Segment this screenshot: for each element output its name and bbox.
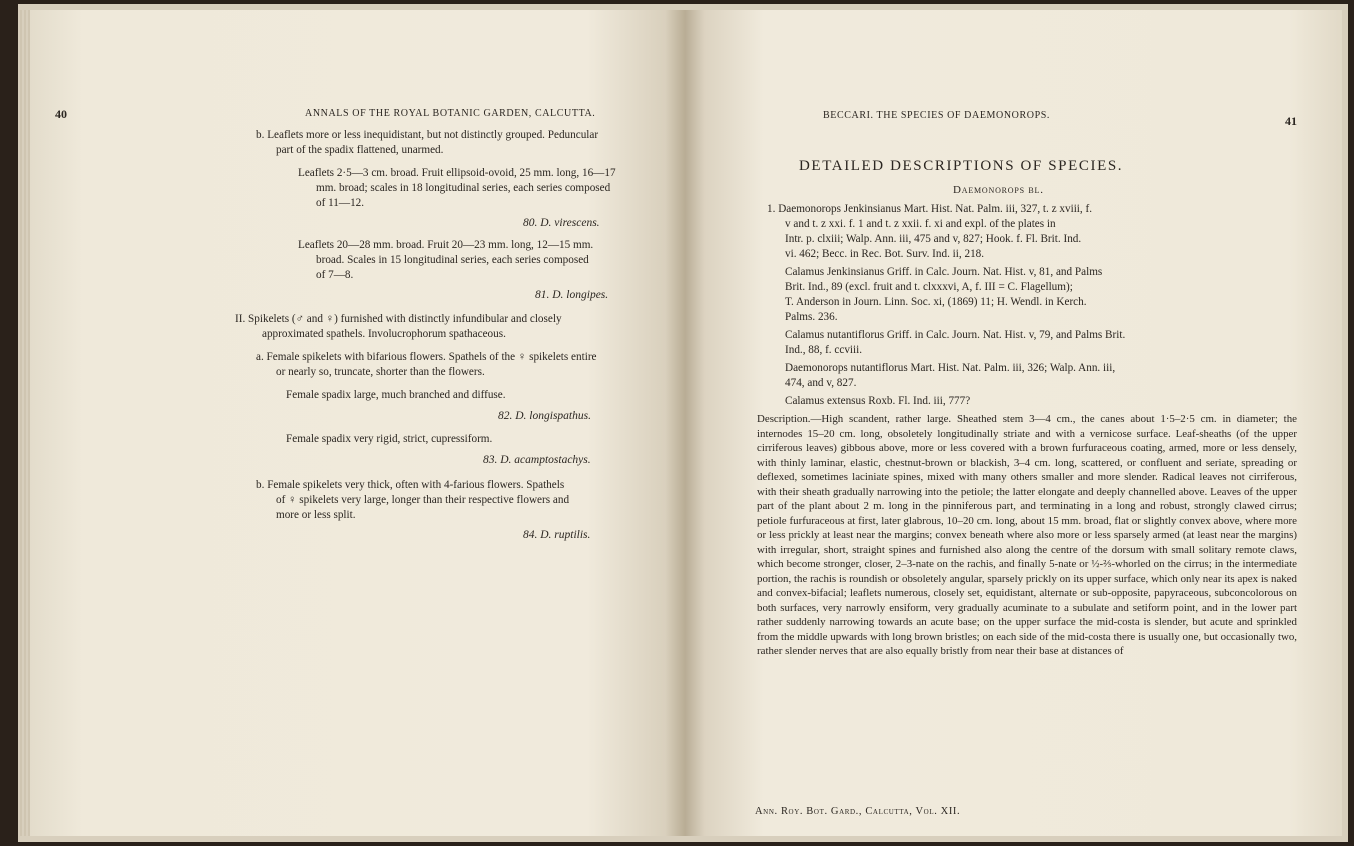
synonym-line: 474, and v, 827.: [785, 377, 857, 389]
key-line: Female spadix very rigid, strict, cupressiform.: [286, 433, 493, 445]
species-81: 81. D. longipes.: [535, 289, 609, 301]
key-line: a. Female spikelets with bifarious flowers. Spathels of the ♀ spikelets entire: [256, 351, 597, 363]
key-line: Leaflets 2·5—3 cm. broad. Fruit ellipsoid-ovoid, 25 mm. long, 16—17: [298, 167, 616, 179]
synonym-line: T. Anderson in Journ. Linn. Soc. xi, (1869) 11; H. Wendl. in Kerch.: [785, 296, 1087, 308]
section-heading: DETAILED DESCRIPTIONS OF SPECIES.: [799, 158, 1124, 174]
synonym-line: Calamus extensus Roxb. Fl. Ind. iii, 777?: [785, 395, 971, 407]
key-line: broad. Scales in 15 longitudinal series, each series composed: [316, 254, 589, 266]
species-entry-line: vi. 462; Becc. in Rec. Bot. Surv. Ind. ii, 218.: [785, 248, 985, 260]
species-84: 84. D. ruptilis.: [523, 529, 591, 541]
key-line: II. Spikelets (♂ and ♀) furnished with distinctly infundibular and closely: [235, 313, 562, 325]
key-line: Female spadix large, much branched and diffuse.: [286, 389, 506, 401]
synonym-line: Palms. 236.: [785, 311, 838, 323]
footer: Ann. Roy. Bot. Gard., Calcutta, Vol. XII.: [755, 806, 961, 817]
key-line: b. Female spikelets very thick, often with 4-farious flowers. Spathels: [256, 479, 565, 491]
running-head: BECCARI. THE SPECIES OF DAEMONOROPS.: [823, 110, 1051, 121]
species-entry-line: 1. Daemonorops Jenkinsianus Mart. Hist. Nat. Palm. iii, 327, t. z xviii, f.: [767, 203, 1093, 215]
key-line: more or less split.: [276, 509, 356, 521]
species-entry-line: Intr. p. clxiii; Walp. Ann. iii, 475 and v, 827; Hook. f. Fl. Brit. Ind.: [785, 233, 1082, 245]
synonym-line: Brit. Ind., 89 (excl. fruit and t. clxxxvi, A, f. III = C. Flagellum);: [785, 281, 1073, 293]
synonym-line: Daemonorops nutantiflorus Mart. Hist. Nat. Palm. iii, 326; Walp. Ann. iii,: [785, 362, 1116, 374]
key-line: or nearly so, truncate, shorter than the flowers.: [276, 366, 485, 378]
page-number: 40: [55, 107, 67, 121]
species-entry-line: v and t. z xxi. f. 1 and t. z xxii. f. xi and expl. of the plates in: [785, 218, 1056, 230]
key-line: approximated spathels. Involucrophorum spathaceous.: [262, 328, 506, 340]
key-line: of ♀ spikelets very large, longer than their respective flowers and: [276, 494, 570, 506]
species-80: 80. D. virescens.: [523, 217, 600, 229]
genus-subheading: Daemonorops bl.: [953, 184, 1044, 196]
key-line: of 7—8.: [316, 269, 354, 281]
book-spread: [18, 4, 1348, 842]
synonym-line: Calamus Jenkinsianus Griff. in Calc. Journ. Nat. Hist. v, 81, and Palms: [785, 266, 1103, 278]
species-82: 82. D. longispathus.: [498, 410, 591, 422]
key-line: Leaflets 20—28 mm. broad. Fruit 20—23 mm. long, 12—15 mm.: [298, 239, 594, 251]
synonym-line: Calamus nutantiflorus Griff. in Calc. Journ. Nat. Hist. v, 79, and Palms Brit.: [785, 329, 1126, 341]
key-line: part of the spadix flattened, unarmed.: [276, 144, 444, 156]
synonym-line: Ind., 88, f. ccviii.: [785, 344, 863, 356]
page-number: 41: [1285, 114, 1297, 128]
left-page: [30, 10, 685, 836]
running-head: ANNALS OF THE ROYAL BOTANIC GARDEN, CALCUTTA.: [305, 108, 596, 119]
species-description: Description.—High scandent, rather large. Sheathed stem 3—4 cm., the canes about 1·5–2·5 cm. in diameter; the internodes 15–20 cm. long, obsoletely longitudinally striate and with a vernicose surface. Leaf-sheaths (of the upper cirriferous leaves) gibbous above, more or less covered with a brown furfuraceous coating, armed, more or less densely, with thinly laminar, elastic, chestnut-brown or blackish, 3–4 cm. long, scattered, or confluent and seriate, spreading or deflexed, sometimes laciniate spines, mixed with many others smaller and more slender. Radical leaves not cirriferous, with their sheath gradually narrowing into the petiole; the latter elongate and deeply channelled above. Leaves of the upper part of the plant about 2 m. long in the pinniferous part, and terminating in a long and robust, strongly clawed cirrus; petiole furfuraceous at first, later glabrous, 10–20 cm. long, about 15 mm. broad, flat or slightly convex above, where more or less prickly at least near the margins; convex beneath where also more or less sparsely armed (at least near the margins) with irregular, short, straight spines and furnished also along the centre of the dorsum with small solitary remote claws, which become stronger, closer, 2–3-nate on the rachis, and finally 5-nate or ½-⅔-whorled on the cirrus; in the intermediate portion, the rachis is roundish or obsoletely angular, sparsely prickly on its upper surface, which only near its apex is naked and convex-bifacial; leaflets numerous, closely set, equidistant, alternate or sub-opposite, papyraceous, subconcolorous on both surfaces, very narrowly ensiform, very gradually acuminate to a subulate and setiform point, and in the lower part rather suddenly narrowing towards an acute base; on the upper surface the mid-costa is slender, but acute and sprinkled from the middle upwards with long brown bristles; on each side of the mid-costa there is usually one, but occasionally two, rather slender nerves that are also equally bristly from near their base at distances of: [757, 413, 1297, 657]
key-line: mm. broad; scales in 18 longitudinal series, each series composed: [316, 182, 611, 194]
right-page: [685, 10, 1342, 836]
key-line: of 11—12.: [316, 197, 365, 209]
key-line: b. Leaflets more or less inequidistant, but not distinctly grouped. Peduncular: [256, 129, 599, 141]
species-83: 83. D. acamptostachys.: [483, 454, 591, 466]
